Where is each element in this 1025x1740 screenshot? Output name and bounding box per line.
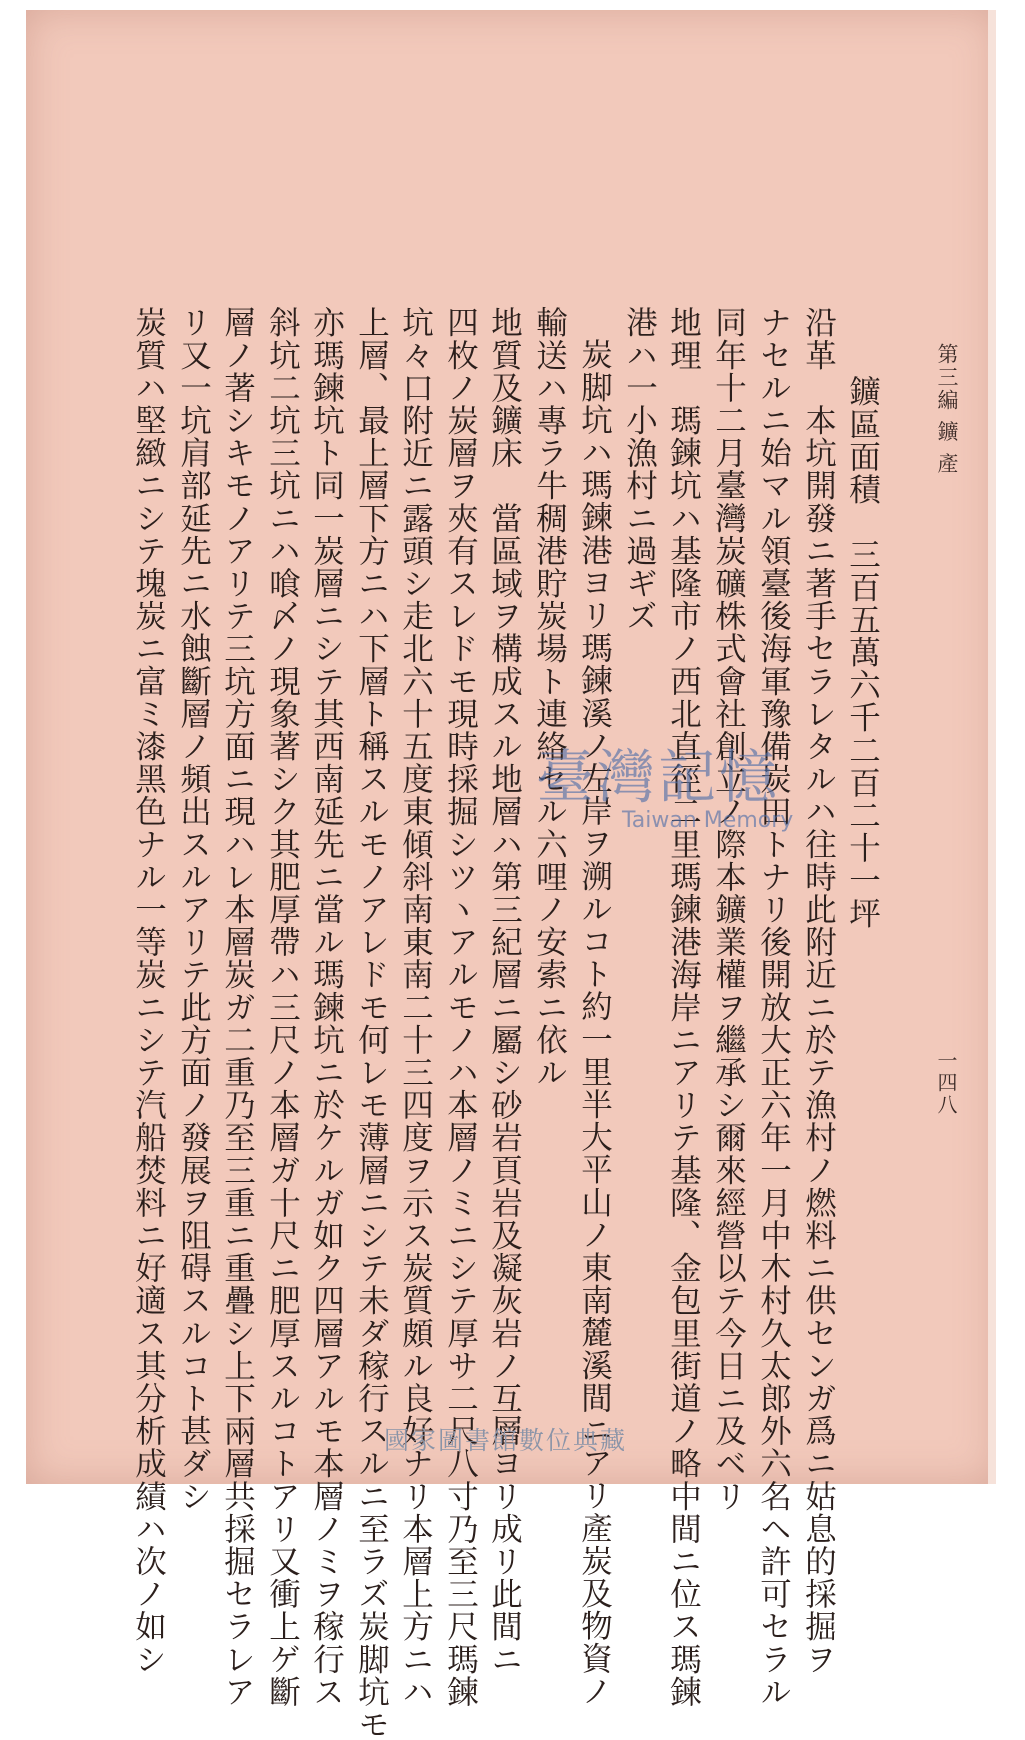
watermark-english: Taiwan Memory: [622, 808, 794, 833]
watermark-chinese: 臺灣記憶: [536, 743, 781, 811]
text-column-5: 地理 瑪鍊坑ハ基隆市ノ西北直徑二里瑪鍊港海岸ニアリテ基隆、金包里街道ノ略中間ニ位ス瑪鍊: [665, 306, 702, 1708]
text-column-11: 坑々口附近ニ露頭シ走北六十五度東傾斜南東南二十三四度ヲ示ス炭質頗ル良好ナリ本層上方ニハ: [397, 306, 434, 1708]
text-column-15: 層ノ著シキモノアリテ三坑方面ニ現ハレ本層炭ガ二重乃至三重ニ重疊シ上下兩層共採掘セラレア: [219, 306, 256, 1708]
section-header: 第三編 鑛 產: [935, 343, 959, 476]
text-column-10: 四枚ノ炭層ヲ夾有スレドモ現時採掘シツヽアルモノハ本層ノミニシテ厚サ二尺八寸乃至三尺瑪鍊: [442, 306, 479, 1708]
text-column-4: 同年十二月臺灣炭礦株式會社創立ノ際本鑛業權ヲ繼承シ爾來經營以テ今日ニ及ベリ: [710, 306, 747, 1513]
text-column-17: 炭質ハ堅緻ニシテ塊炭ニ富ミ漆黑色ナル一等炭ニシテ汽船焚料ニ好適ス其分析成績ハ次ノ如シ: [130, 306, 167, 1676]
text-column-14: 斜坑二坑三坑ニハ喰〆ノ現象著シク其肥厚帶ハ三尺ノ本層ガ十尺ニ肥厚スルコトアリ又衝上ゲ斷: [264, 306, 301, 1708]
text-column-16: リ又一坑肩部延先ニ水蝕斷層ノ頻出スルアリテ此方面ノ發展ヲ阻碍スルコト甚ダシ: [175, 306, 212, 1513]
text-column-12: 上層、最上層下方ニハ下層ト稱スルモノアレドモ何レモ薄層ニシテ未ダ稼行スルニ至ラズ炭脚坑モ: [353, 306, 390, 1740]
text-column-7: 炭脚坑ハ瑪鍊港ヨリ瑪鍊溪ノ左岸ヲ溯ルコト約一里半大平山ノ東南麓溪間ニアリ產炭及物資ノ: [576, 338, 613, 1708]
text-column-9: 地質及鑛床 當區域ヲ構成スル地層ハ第三紀層ニ屬シ砂岩頁岩及凝灰岩ノ互層ヨリ成リ此間ニ: [486, 306, 523, 1676]
text-column-1: 鑛區面積 三百五萬六千二百二十一坪: [844, 375, 881, 930]
text-column-2: 沿革 本坑開發ニ著手セラレタルハ往時此附近ニ於テ漁村ノ燃料ニ供センガ爲ニ姑息的採掘ヲ: [800, 306, 837, 1676]
page-number: 一四八: [934, 1050, 958, 1116]
book-page: [26, 10, 996, 1740]
library-stamp: 國家圖書館數位典藏: [384, 1426, 628, 1455]
text-column-3: ナセルニ始マル領臺後海軍豫備炭田トナリ後開放大正六年一月中木村久太郎外六名ヘ許可セラル: [755, 306, 792, 1708]
taiwan-memory-watermark: [536, 730, 793, 833]
text-column-6: 港ハ一小漁村ニ過ギズ: [621, 306, 658, 632]
text-column-13: 亦瑪鍊坑ト同一炭層ニシテ其西南延先ニ當ル瑪鍊坑ニ於ケルガ如ク四層アルモ本層ノミヲ稼行ス: [308, 306, 345, 1708]
text-column-8: 輸送ハ專ラ牛稠港貯炭場ト連絡セル六哩ノ安索ニ依ル: [531, 306, 568, 1089]
